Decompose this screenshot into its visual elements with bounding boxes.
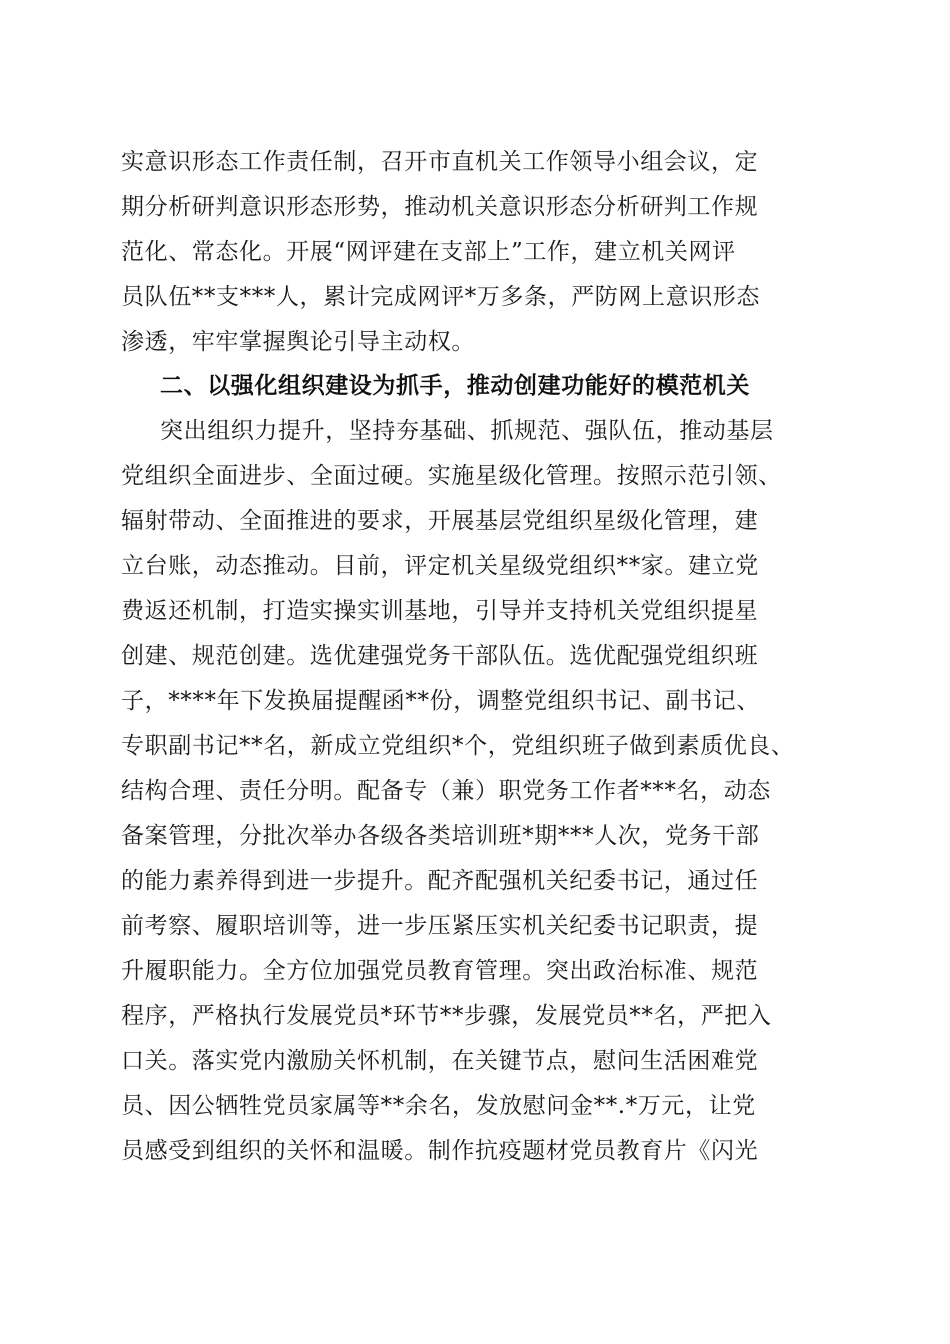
text-line: 前考察、履职培训等，进一步压紧压实机关纪委书记职责，提 [121, 913, 759, 939]
text-line: 辐射带动、全面推进的要求，开展基层党组织星级化管理，建 [121, 508, 759, 534]
text-line: 专职副书记**名，新成立党组织*个，党组织班子做到素质优良、 [121, 733, 795, 759]
text-line: 备案管理，分批次举办各级各类培训班*期***人次，党务干部 [121, 823, 760, 849]
text-line: 范化、常态化。开展“网评建在支部上”工作，建立机关网评 [121, 239, 736, 265]
text-line: 党组织全面进步、全面过硬。实施星级化管理。按照示范引领、 [121, 463, 782, 489]
text-line: 员感受到组织的关怀和温暖。制作抗疫题材党员教育片《闪光 [121, 1138, 759, 1164]
text-line: 程序，严格执行发展党员*环节**步骤，发展党员**名，严把入 [121, 1003, 772, 1029]
text-line: 突出组织力提升，坚持夯基础、抓规范、强队伍，推动基层 [160, 418, 774, 444]
text-line: 员队伍**支***人，累计完成网评*万多条，严防网上意识形态 [121, 284, 760, 310]
text-line: 员、因公牺牲党员家属等**余名，发放慰问金**.*万元，让党 [121, 1093, 756, 1119]
text-line: 升履职能力。全方位加强党员教育管理。突出政治标准、规范 [121, 958, 759, 984]
text-line: 结构合理、责任分明。配备专（兼）职党务工作者***名，动态 [121, 778, 771, 804]
text-line: 创建、规范创建。选优建强党务干部队伍。选优配强党组织班 [121, 643, 759, 669]
text-line: 费返还机制，打造实操实训基地，引导并支持机关党组织提星 [121, 598, 759, 624]
text-line: 立台账，动态推动。目前，评定机关星级党组织**家。建立党 [121, 553, 759, 579]
text-line: 期分析研判意识形态形势，推动机关意识形态分析研判工作规 [121, 194, 759, 220]
text-line: 渗透，牢牢掌握舆论引导主动权。 [121, 329, 475, 355]
text-line: 的能力素养得到进一步提升。配齐配强机关纪委书记，通过任 [121, 868, 759, 894]
text-line: 口关。落实党内激励关怀机制，在关键节点，慰问生活困难党 [121, 1048, 759, 1074]
text-line: 实意识形态工作责任制，召开市直机关工作领导小组会议，定 [121, 149, 759, 175]
text-line: 子，****年下发换届提醒函**份，调整党组织书记、副书记、 [121, 688, 760, 714]
section-heading: 二、以强化组织建设为抓手，推动创建功能好的模范机关 [160, 373, 750, 399]
